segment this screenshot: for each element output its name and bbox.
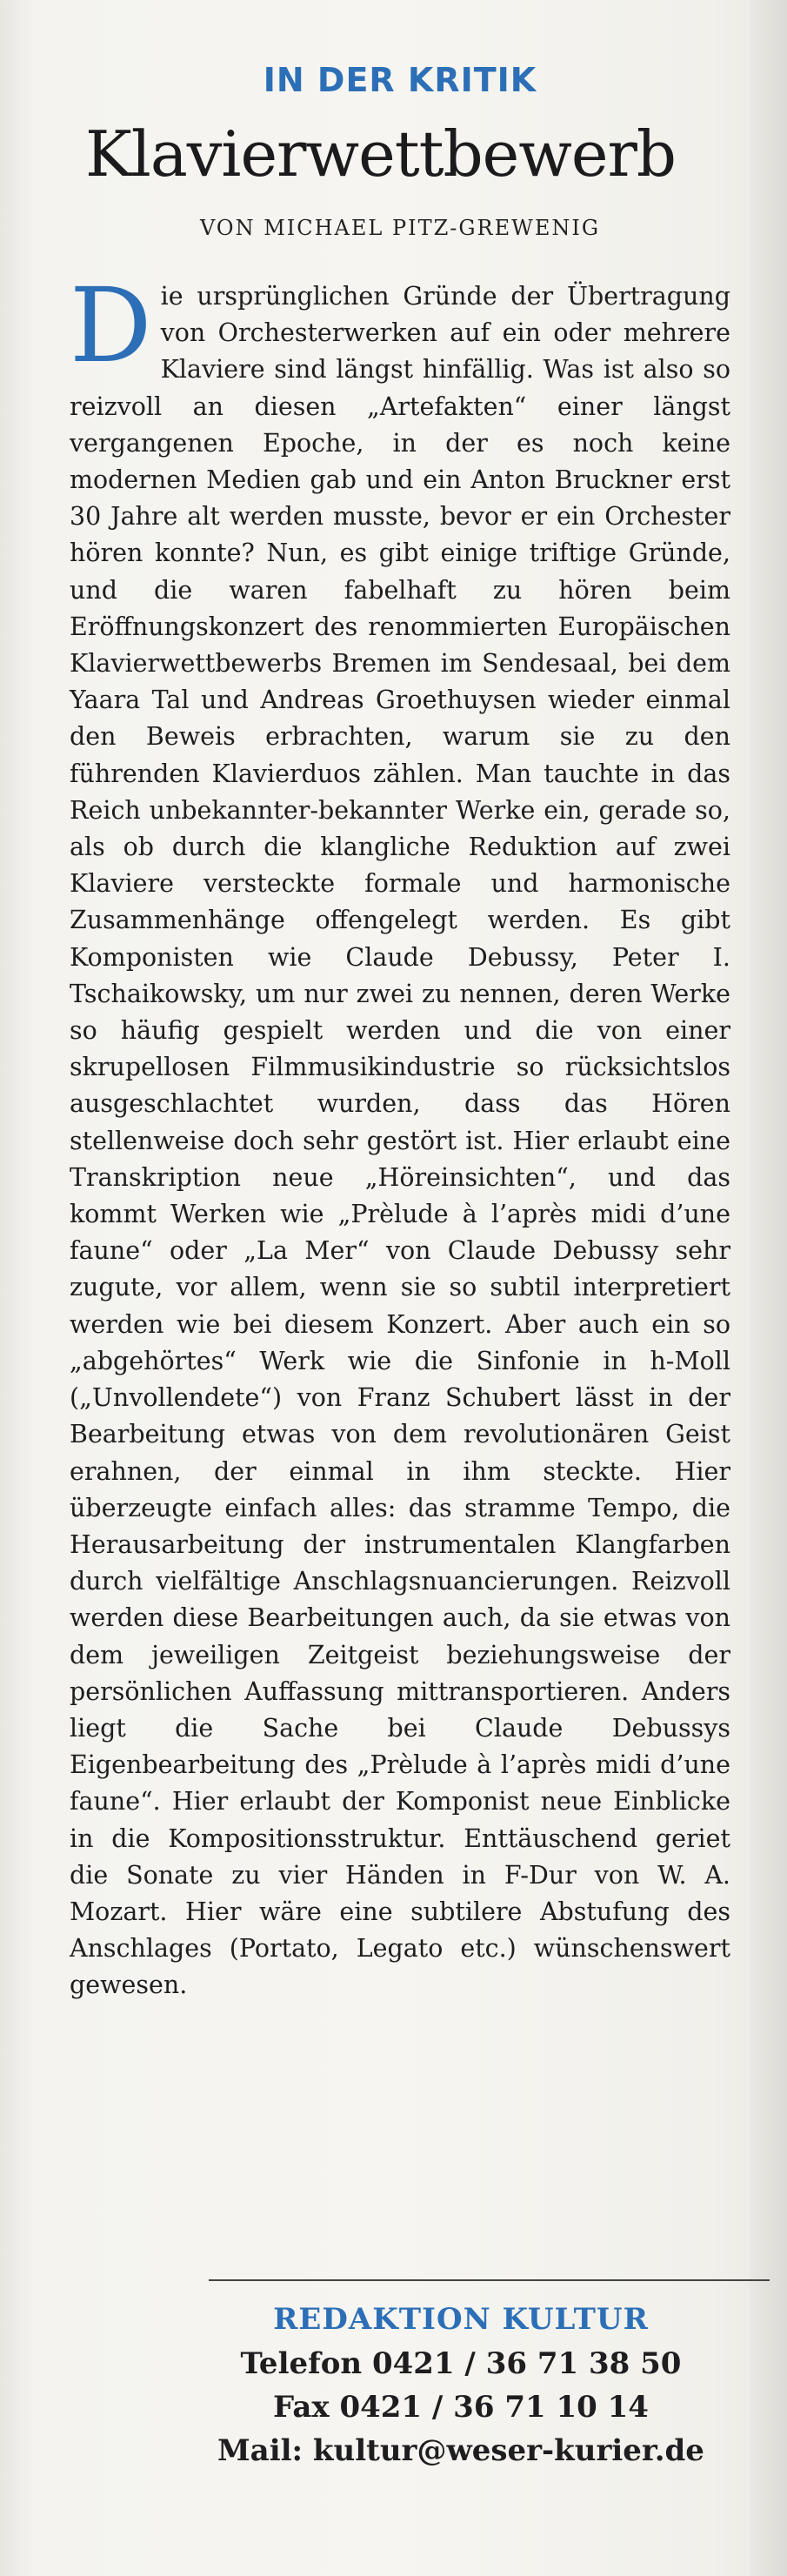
contact-phone: Telefon 0421 / 36 71 38 50 [240, 2346, 682, 2381]
contact-title: REDAKTION KULTUR [273, 2302, 649, 2337]
article [70, 52, 730, 2004]
article-headline: Klavierwettbewerb [85, 117, 677, 191]
contact-mail: Mail: kultur@weser-kurier.de [217, 2433, 704, 2468]
contact-box [200, 2297, 722, 2472]
article-body-text: ie ursprünglichen Gründe der Übertragung von Orchesterwerken auf ein oder mehrere Klaviere sind längst hinfällig. Was ist also so reizvoll an diesen „Artefakten“ einer längst vergangenen Epoche, in der es noch keine modernen Medien gab und ein Anton Bruckner erst 30 Jahre alt werden musste, bevor er ein Orchester hören konnte? Nun, es gibt einige triftige Gründe, und die waren fabelhaft zu hören beim Eröffnungskonzert des renommierten Europäischen Klavierwettbewerbs Bremen im Sendesaal, bei dem Yaara Tal und Andreas Groethuysen wieder einmal den Beweis erbrachten, warum sie zu den führenden Klavierduos zählen. Man tauchte in das Reich unbekannter-bekannter Werke ein, gerade so, als ob durch die klangliche Reduktion auf zwei Klaviere versteckte formale und harmonische Zusammenhänge offengelegt werden. Es gibt Komponisten wie Claude Debussy, Peter I. Tschaikowsky, um nur zwei zu nennen, deren Werke so häufig gespielt werden und die von einer skrupellosen Filmmusikindustrie so rücksichtslos ausgeschlachtet wurden, dass das Hören stellenweise doch sehr gestört ist. Hier erlaubt eine Transkription neue „Höreinsichten“, und das kommt Werken wie „Prèlude à l’après midi d’une faune“ oder „La Mer“ von Claude Debussy sehr zugute, vor allem, wenn sie so subtil interpretiert werden wie bei diesem Konzert. Aber auch ein so „abgehörtes“ Werk wie die Sinfonie in h-Moll („Unvollendete“) von Franz Schubert lässt in der Bearbeitung etwas von dem revolutionären Geist erahnen, der einmal in ihm steckte. Hier überzeugte einfach alles: das stramme Tempo, die Herausarbeitung der instrumentalen Klangfarben durch vielfältige Anschlagsnuancierungen. Reizvoll werden diese Bearbeitungen auch, da sie etwas von dem jeweiligen Zeitgeist beziehungsweise der persönlichen Auffassung mittransportieren. Anders liegt die Sache bei Claude Debussys Eigenbearbeitung des „Prèlude à l’après midi d’une faune“. Hier erlaubt der Komponist neue Einblicke in die Kompositionsstruktur. Enttäuschend geriet die Sonate zu vier Händen in F-Dur von W. A. Mozart. Hier wäre eine subtilere Abstufung des Anschlages (Portato, Legato etc.) wünschenswert gewesen. [70, 282, 730, 2000]
drop-cap: D [70, 265, 152, 385]
adjacent-column-edge [750, 0, 787, 2576]
contact-fax: Fax 0421 / 36 71 10 14 [273, 2390, 649, 2425]
article-body [70, 265, 730, 2004]
section-kicker: IN DER KRITIK [263, 61, 537, 99]
article-byline: VON MICHAEL PITZ-GREWENIG [199, 216, 600, 240]
footer-divider [209, 2279, 770, 2281]
